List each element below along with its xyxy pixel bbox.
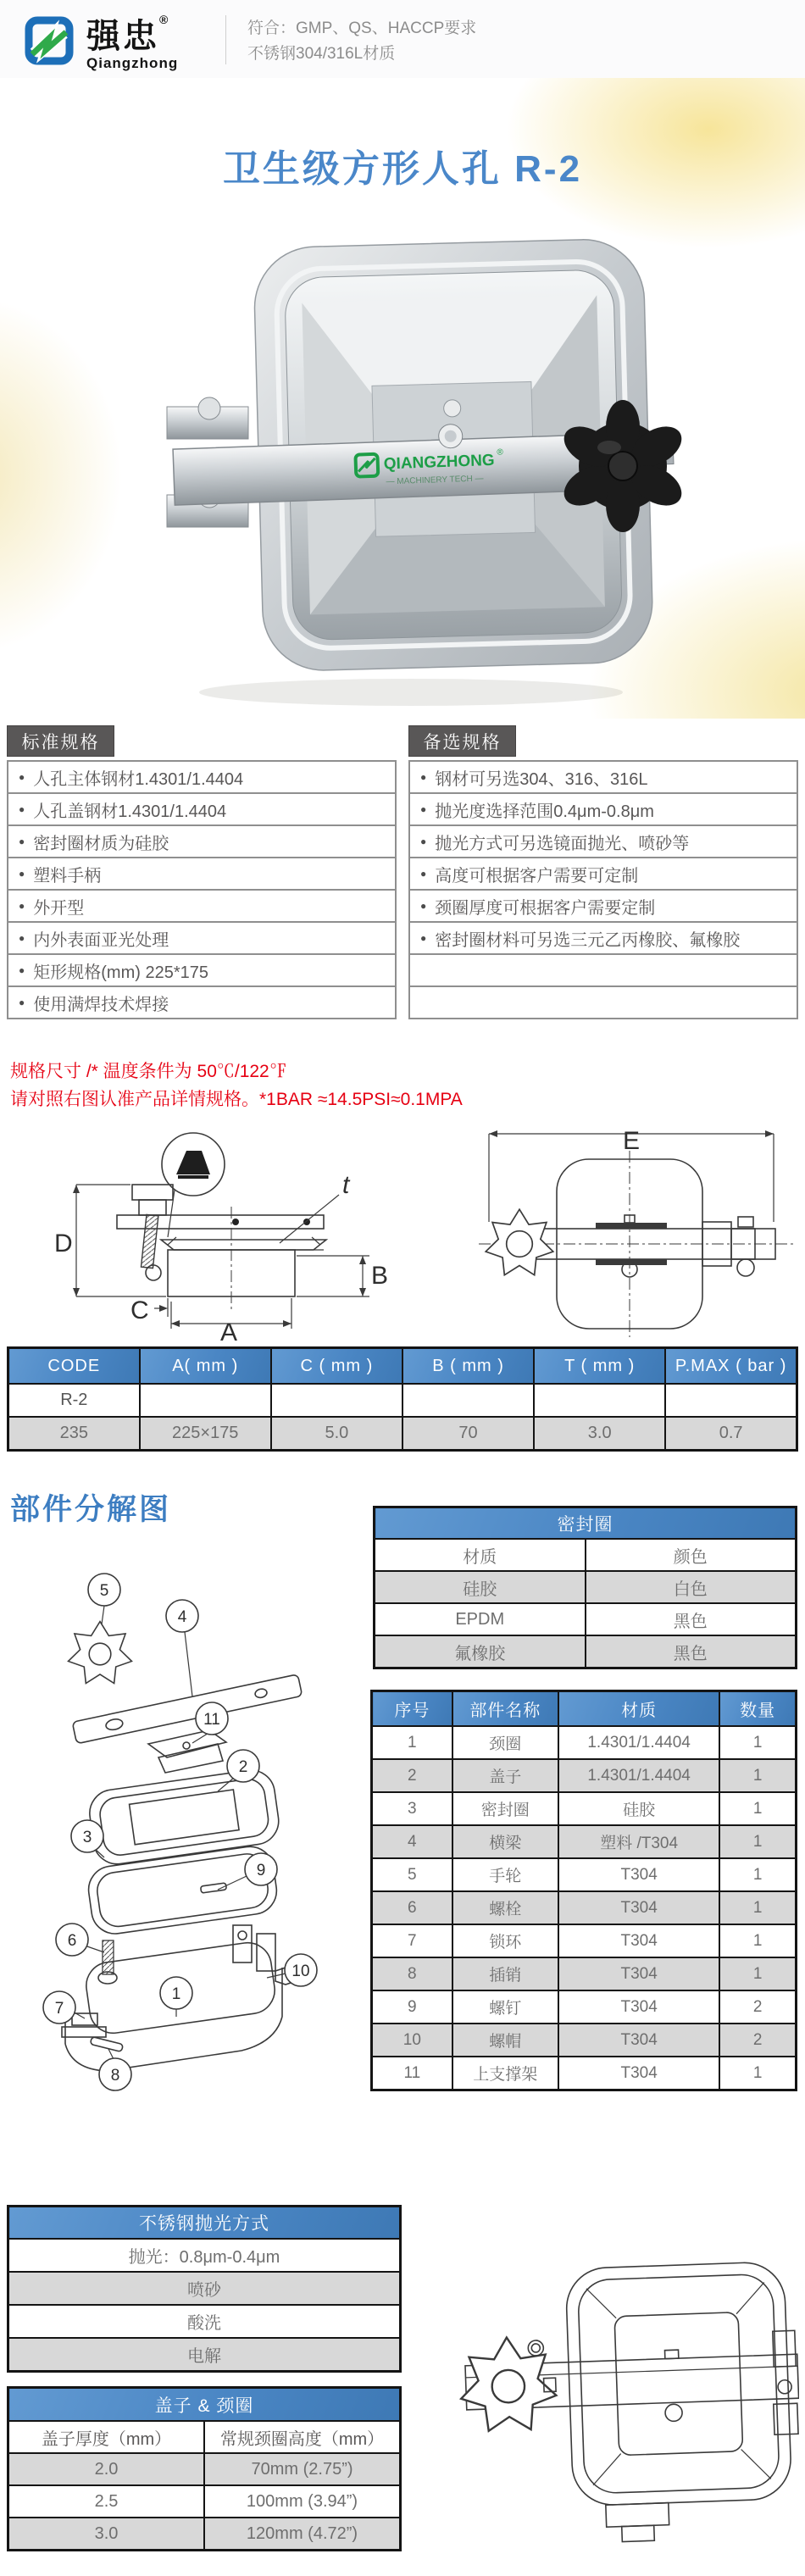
svg-text:D: D: [54, 1230, 73, 1257]
optional-specs-title: 备选规格: [408, 725, 516, 757]
table-cell: 2.0: [8, 2453, 205, 2485]
col-header: C ( mm ): [271, 1348, 402, 1385]
list-item-empty: [408, 985, 798, 1019]
table-header-row: [8, 2207, 401, 2240]
list-item-label: 矩形规格(mm) 225*175: [33, 963, 208, 982]
size-table: [7, 1346, 798, 1452]
table-cell: 1: [719, 1957, 796, 1990]
table-row: [372, 1990, 797, 2024]
table-cell: 100mm (3.94”): [204, 2485, 401, 2518]
table-cell: 电解: [8, 2338, 401, 2372]
table-row: [375, 1571, 797, 1603]
table-cell: 塑料 /T304: [558, 1825, 719, 1858]
table-cell: 7: [372, 1924, 452, 1957]
svg-text:4: 4: [177, 1608, 187, 1626]
bullet-icon: ●: [420, 803, 427, 815]
list-item: [408, 760, 798, 794]
col-header: P.MAX ( bar ): [665, 1348, 797, 1385]
table-cell: 1.4301/1.4404: [558, 1759, 719, 1792]
table-header-row: [8, 2388, 401, 2422]
table-cell: 抛光：0.8μm-0.4μm: [8, 2239, 401, 2272]
table-row: [8, 2239, 401, 2272]
bullet-icon: ●: [420, 836, 427, 847]
table-cell: [402, 1384, 534, 1417]
list-item-label: 抛光方式可另选镜面抛光、喷砂等: [435, 834, 690, 853]
table-row: [372, 1759, 797, 1792]
bullet-icon: ●: [19, 836, 25, 847]
svg-text:C: C: [130, 1296, 149, 1324]
table-cell: 2: [372, 1759, 452, 1792]
table-cell: 插销: [452, 1957, 558, 1990]
list-item-empty: [408, 953, 798, 987]
list-item-label: 高度可根据客户需要可定制: [435, 866, 639, 886]
table-row: [375, 1603, 797, 1635]
brand-name-cn: 强忠®: [86, 13, 171, 55]
tagline-material: 不锈钢304/316L材质: [247, 45, 396, 63]
top-view-drawing: [470, 1120, 802, 1342]
svg-text:QIANGZHONG: QIANGZHONG: [383, 451, 496, 474]
col-header: T ( mm ): [534, 1348, 665, 1385]
list-item-label: 抛光度选择范围0.4μm-0.8μm: [435, 802, 654, 821]
table-cell: 70mm (2.75”): [204, 2453, 401, 2485]
list-item: [408, 889, 798, 923]
table-cell: 11: [372, 2057, 452, 2090]
list-item-label: 使用满焊技术焊接: [33, 995, 169, 1014]
table-cell: 1: [719, 2057, 796, 2090]
table-row: [8, 1384, 797, 1417]
header-divider: [225, 15, 226, 64]
registered-mark: ®: [159, 13, 171, 26]
product-line-drawing: [436, 2216, 799, 2570]
table-row: [372, 1792, 797, 1825]
col-header: 材质: [558, 1691, 719, 1727]
page-header: [0, 0, 805, 81]
svg-text:8: 8: [110, 2067, 120, 2085]
svg-text:— MACHINERY TECH —: — MACHINERY TECH —: [386, 474, 484, 487]
list-item-label: 颈圈厚度可根据客户需要定制: [435, 898, 656, 918]
bullet-icon: ●: [420, 868, 427, 880]
cross-section-drawing: [25, 1129, 402, 1342]
header-taglines: [247, 16, 476, 67]
table-header-row: [8, 1348, 797, 1385]
table-row: [372, 1957, 797, 1990]
standard-specs-list: [7, 760, 397, 1019]
table-cell: 2: [719, 1990, 796, 2024]
bullet-icon: ●: [420, 771, 427, 783]
brand-name-en: Qiangzhong: [86, 55, 179, 71]
list-item: [7, 921, 397, 955]
list-item-label: 钢材可另选304、316、316L: [435, 769, 648, 789]
list-item-label: 塑料手柄: [33, 866, 102, 886]
table-title: 密封圈: [375, 1507, 797, 1540]
table-cell: 8: [372, 1957, 452, 1990]
table-row: [8, 2305, 401, 2338]
bullet-icon: ●: [420, 900, 427, 912]
table-cell: 喷砂: [8, 2272, 401, 2305]
exploded-view-title: 部件分解图: [10, 1493, 172, 1526]
parts-table: [370, 1690, 797, 2091]
table-row: [375, 1539, 797, 1571]
svg-text:7: 7: [54, 2000, 64, 2018]
table-cell: 材质: [375, 1539, 586, 1571]
svg-text:3: 3: [82, 1829, 92, 1846]
table-cell: 硅胶: [558, 1792, 719, 1825]
table-cell: 3.0: [534, 1417, 665, 1451]
table-cell: 70: [402, 1417, 534, 1451]
table-cell: [665, 1384, 797, 1417]
table-row: [372, 2057, 797, 2090]
list-item-label: 人孔盖钢材1.4301/1.4404: [33, 802, 227, 821]
table-header-row: [372, 1691, 797, 1727]
list-item: [7, 760, 397, 794]
col-header: 部件名称: [452, 1691, 558, 1727]
bullet-icon: ●: [420, 932, 427, 944]
list-item: [408, 921, 798, 955]
table-cell: 5.0: [271, 1417, 402, 1451]
table-cell: 常规颈圈高度（mm）: [204, 2421, 401, 2453]
svg-text:9: 9: [256, 1862, 266, 1879]
bullet-icon: ●: [19, 868, 25, 880]
table-cell: 黑色: [586, 1635, 797, 1668]
table-cell: 120mm (4.72”): [204, 2518, 401, 2551]
list-item: [408, 857, 798, 891]
table-cell: 硅胶: [375, 1571, 586, 1603]
svg-text:®: ®: [497, 447, 504, 458]
svg-text:6: 6: [67, 1932, 77, 1950]
table-row: [372, 1891, 797, 1924]
table-cell: 螺帽: [452, 2024, 558, 2057]
list-item-label: 密封圈材料可另选三元乙丙橡胶、氟橡胶: [435, 930, 741, 950]
standard-specs-section: [7, 725, 397, 1019]
table-cell: [271, 1384, 402, 1417]
bullet-icon: ●: [19, 803, 25, 815]
table-cell: 2.5: [8, 2485, 205, 2518]
table-title: 盖子 & 颈圈: [8, 2388, 401, 2422]
table-cell: 颈圈: [452, 1726, 558, 1759]
col-header: 数量: [719, 1691, 796, 1727]
list-item: [7, 857, 397, 891]
table-cell: 锁环: [452, 1924, 558, 1957]
table-cell: T304: [558, 1990, 719, 2024]
svg-text:5: 5: [99, 1582, 109, 1600]
note-line-2: 请对照右图认准产品详情规格。*1BAR ≈14.5PSI≈0.1MPA: [10, 1090, 463, 1109]
list-item: [7, 985, 397, 1019]
list-item: [7, 792, 397, 826]
optional-specs-list: [408, 760, 798, 1019]
table-cell: 密封圈: [452, 1792, 558, 1825]
table-cell: 1: [719, 1891, 796, 1924]
col-header: 序号: [372, 1691, 452, 1727]
table-row: [372, 1726, 797, 1759]
col-header: CODE: [8, 1348, 140, 1385]
table-row: [375, 1635, 797, 1668]
table-cell: 1: [719, 1825, 796, 1858]
optional-specs-section: [408, 725, 798, 1019]
standard-specs-title: 标准规格: [7, 725, 114, 757]
list-item-label: 人孔主体钢材1.4301/1.4404: [33, 769, 244, 789]
svg-text:2: 2: [238, 1758, 248, 1776]
bullet-icon: ●: [19, 932, 25, 944]
seal-ring-table: [373, 1506, 797, 1669]
table-row: [8, 2338, 401, 2372]
tagline-compliance: 符合：GMP、QS、HACCP要求: [247, 19, 477, 37]
table-cell: 1: [719, 1924, 796, 1957]
table-cell: T304: [558, 1957, 719, 1990]
table-cell: 1.4301/1.4404: [558, 1726, 719, 1759]
table-cell: 1: [719, 1726, 796, 1759]
list-item-label: 内外表面亚光处理: [33, 930, 169, 950]
bullet-icon: ●: [19, 771, 25, 783]
table-cell: T304: [558, 1891, 719, 1924]
list-item: [7, 824, 397, 858]
col-header: B ( mm ): [402, 1348, 534, 1385]
product-photo: [114, 197, 691, 712]
table-row: [372, 1825, 797, 1858]
svg-text:E: E: [623, 1127, 641, 1155]
table-cell: 1: [719, 1759, 796, 1792]
table-cell: 1: [719, 1858, 796, 1891]
svg-text:11: 11: [203, 1711, 220, 1729]
svg-text:A: A: [220, 1319, 238, 1342]
table-cell: 横梁: [452, 1825, 558, 1858]
note-line-1: 规格尺寸 /* 温度条件为 50℃/122℉: [10, 1062, 287, 1081]
table-cell: 5: [372, 1858, 452, 1891]
table-row: [372, 2024, 797, 2057]
table-title: 不锈钢抛光方式: [8, 2207, 401, 2240]
table-cell: [534, 1384, 665, 1417]
table-cell: 盖子厚度（mm）: [8, 2421, 205, 2453]
table-cell: 黑色: [586, 1603, 797, 1635]
table-row: [372, 1858, 797, 1891]
table-row: [8, 2421, 401, 2453]
cover-neck-table: [7, 2386, 402, 2551]
list-item-label: 密封圈材质为硅胶: [33, 834, 169, 853]
table-cell: R-2: [8, 1384, 140, 1417]
list-item: [408, 792, 798, 826]
table-cell: 6: [372, 1891, 452, 1924]
table-cell: 225×175: [140, 1417, 271, 1451]
svg-text:1: 1: [171, 1985, 181, 2003]
list-item: [7, 953, 397, 987]
table-cell: 螺钉: [452, 1990, 558, 2024]
table-cell: T304: [558, 1858, 719, 1891]
table-row: [8, 2518, 401, 2551]
brand-logo: [24, 14, 178, 70]
bullet-icon: ●: [19, 900, 25, 912]
bullet-icon: ●: [19, 964, 25, 976]
table-cell: 3: [372, 1792, 452, 1825]
list-item-label: 外开型: [33, 898, 85, 918]
table-cell: 3.0: [8, 2518, 205, 2551]
table-cell: 0.7: [665, 1417, 797, 1451]
table-cell: 2: [719, 2024, 796, 2057]
table-cell: T304: [558, 1924, 719, 1957]
knob-top-view: [486, 1209, 553, 1275]
table-header-row: [375, 1507, 797, 1540]
bullet-icon: ●: [19, 997, 25, 1008]
svg-text:B: B: [371, 1262, 389, 1290]
svg-text:10: 10: [291, 1963, 310, 1980]
polish-methods-table: [7, 2205, 402, 2373]
page-title: 卫生级方形人孔 R-2: [222, 148, 583, 190]
table-cell: 螺栓: [452, 1891, 558, 1924]
table-cell: 盖子: [452, 1759, 558, 1792]
exploded-diagram: [13, 1569, 360, 2096]
table-cell: T304: [558, 2057, 719, 2090]
list-item: [7, 889, 397, 923]
table-cell: 4: [372, 1825, 452, 1858]
table-cell: 235: [8, 1417, 140, 1451]
table-row: [8, 2272, 401, 2305]
svg-text:t: t: [342, 1171, 350, 1199]
table-cell: 上支撑架: [452, 2057, 558, 2090]
table-row: [8, 2453, 401, 2485]
list-item: [408, 824, 798, 858]
table-cell: 9: [372, 1990, 452, 2024]
table-cell: T304: [558, 2024, 719, 2057]
table-row: [8, 2485, 401, 2518]
table-cell: 手轮: [452, 1858, 558, 1891]
table-cell: 氟橡胶: [375, 1635, 586, 1668]
table-cell: 1: [719, 1792, 796, 1825]
table-cell: 酸洗: [8, 2305, 401, 2338]
dimension-note: [10, 1058, 463, 1113]
table-cell: EPDM: [375, 1603, 586, 1635]
brand-text: [86, 14, 178, 70]
table-row: [8, 1417, 797, 1451]
col-header: A( mm ): [140, 1348, 271, 1385]
table-row: [372, 1924, 797, 1957]
table-cell: 10: [372, 2024, 452, 2057]
table-cell: 白色: [586, 1571, 797, 1603]
table-cell: 颜色: [586, 1539, 797, 1571]
table-cell: [140, 1384, 271, 1417]
table-cell: 1: [372, 1726, 452, 1759]
qiangzhong-logo-icon: [24, 15, 78, 69]
